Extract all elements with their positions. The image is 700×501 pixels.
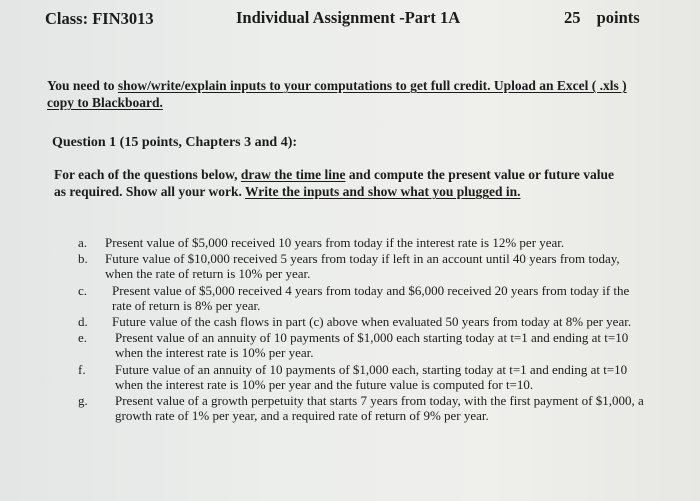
question-items-list xyxy=(78,235,648,424)
instructions-underline-1: draw the time line xyxy=(240,167,346,182)
item-letter: c. xyxy=(78,282,88,298)
intro-paragraph xyxy=(47,77,647,111)
intro-underlined-text: show/write/explain inputs to your computations to get full credit. Upload an Excel ( .xls ) copy to Blackboard. xyxy=(47,78,627,110)
item-text: Present value of $5,000 received 4 years from today and $6,000 received 20 years from today if the rate of return is 8% per year. xyxy=(112,282,630,313)
item-text: Present value of $5,000 received 10 years from today if the interest rate is 12% per year. xyxy=(105,235,565,250)
item-text: Future value of an annuity of 10 payments of $1,000 each, starting today at t=1 and ending at t=10 when the interest rate is 10% per year and the future value is computed for t=10. xyxy=(115,361,628,392)
instructions-underline-2: Write the inputs and show what you plugged in. xyxy=(245,184,521,199)
list-item xyxy=(78,235,648,250)
instructions-text-1: For each of the questions below, xyxy=(54,167,241,182)
list-item xyxy=(78,362,648,392)
points-label: 25 points xyxy=(564,8,640,27)
item-text: Future value of $10,000 received 5 years from today if left in an account until 40 years from today, when the rate of return is 10% per year. xyxy=(105,251,620,282)
item-text: Future value of the cash flows in part (c) above when evaluated 50 years from today at 8% per year. xyxy=(112,314,632,330)
list-item xyxy=(78,251,648,281)
instructions-paragraph xyxy=(54,166,624,200)
list-item xyxy=(78,330,648,360)
item-letter: f. xyxy=(78,361,86,377)
question-heading: Question 1 (15 points, Chapters 3 and 4): xyxy=(52,135,298,150)
instructions-text-2: and compute the present value or future value as required. Show all your work. xyxy=(54,167,614,199)
item-letter: e. xyxy=(78,330,88,346)
item-letter: d. xyxy=(78,314,88,330)
assignment-title: Individual Assignment -Part 1A xyxy=(236,8,461,27)
list-item xyxy=(78,314,648,329)
item-text: Present value of an annuity of 10 payments of $1,000 each starting today at t=1 and ending at t=10 when the interest rate is 10% per year. xyxy=(115,330,629,361)
item-letter: a. xyxy=(78,235,88,250)
item-text: Present value of a growth perpetuity that starts 7 years from today, with the first payment of $1,000, a growth rate of 1% per year, and a required rate of return of 9% per year. xyxy=(115,393,644,424)
item-letter: b. xyxy=(78,251,88,267)
class-label: Class: FIN3013 xyxy=(45,9,154,28)
item-letter: g. xyxy=(78,393,88,409)
intro-text: You need to xyxy=(47,78,118,93)
list-item xyxy=(78,393,648,423)
list-item xyxy=(78,283,648,313)
